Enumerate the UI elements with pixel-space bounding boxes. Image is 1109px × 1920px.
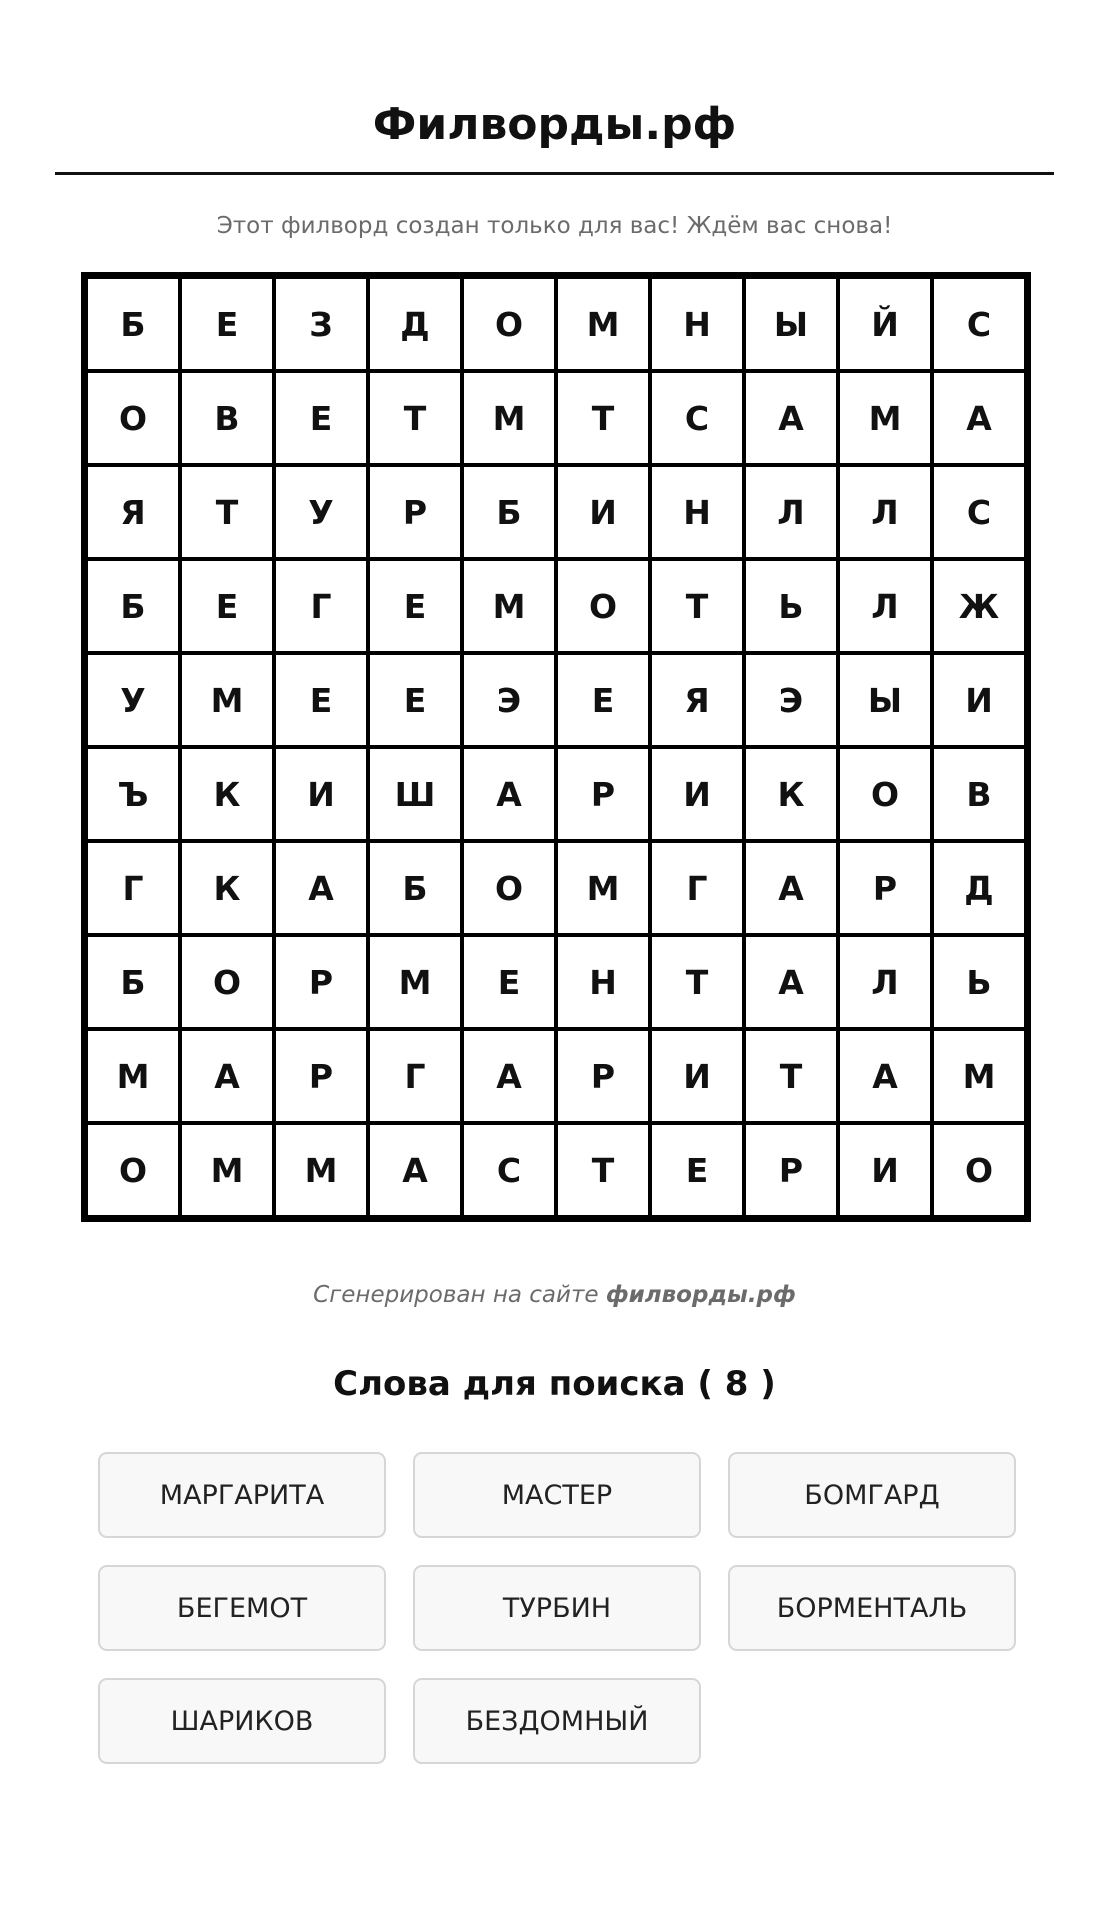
grid-cell[interactable]: М [182,655,272,745]
grid-cell[interactable]: Й [840,279,930,369]
grid-cell[interactable]: Д [934,843,1024,933]
credit-prefix: Сгенерирован на сайте [313,1282,599,1308]
grid-cell[interactable]: И [276,749,366,839]
grid-cell[interactable]: О [88,1125,178,1215]
grid-cell[interactable]: Т [370,373,460,463]
grid-cell[interactable]: М [464,373,554,463]
grid-cell[interactable]: А [370,1125,460,1215]
grid-cell[interactable]: Л [840,467,930,557]
grid-cell[interactable]: Г [88,843,178,933]
word-chip[interactable]: БОРМЕНТАЛЬ [728,1565,1016,1651]
grid-cell[interactable]: А [746,843,836,933]
grid-cell[interactable]: Ш [370,749,460,839]
grid-cell[interactable]: Э [464,655,554,745]
grid-cell[interactable]: К [182,843,272,933]
grid-cell[interactable]: И [840,1125,930,1215]
grid-cell[interactable]: Б [88,561,178,651]
grid-cell[interactable]: М [276,1125,366,1215]
grid-cell[interactable]: Б [464,467,554,557]
grid-cell[interactable]: В [182,373,272,463]
grid-cell[interactable]: К [746,749,836,839]
grid-cell[interactable]: М [88,1031,178,1121]
grid-cell[interactable]: Л [840,561,930,651]
grid-cell[interactable]: А [182,1031,272,1121]
grid-cell[interactable]: М [558,843,648,933]
title-divider [55,172,1054,175]
grid-cell[interactable]: Е [652,1125,742,1215]
grid-cell[interactable]: К [182,749,272,839]
grid-cell[interactable]: В [934,749,1024,839]
grid-cell[interactable]: С [934,467,1024,557]
word-chip[interactable]: ШАРИКОВ [98,1678,386,1764]
grid-cell[interactable]: Г [276,561,366,651]
word-chip[interactable]: МАСТЕР [413,1452,701,1538]
site-title: Филворды.рф [372,99,737,150]
grid-cell[interactable]: М [464,561,554,651]
grid-cell[interactable]: А [746,937,836,1027]
grid-cell[interactable]: О [558,561,648,651]
word-chip[interactable]: ТУРБИН [413,1565,701,1651]
grid-cell[interactable]: У [88,655,178,745]
grid-cell[interactable]: Т [558,373,648,463]
grid-cell[interactable]: Н [558,937,648,1027]
grid-cell[interactable]: Ь [934,937,1024,1027]
grid-cell[interactable]: И [652,1031,742,1121]
grid-cell[interactable]: М [182,1125,272,1215]
grid-cell[interactable]: М [934,1031,1024,1121]
grid-cell[interactable]: Р [840,843,930,933]
grid-cell[interactable]: Б [370,843,460,933]
grid-cell[interactable]: О [182,937,272,1027]
grid-cell[interactable]: А [840,1031,930,1121]
grid-cell[interactable]: М [840,373,930,463]
grid-cell[interactable]: Р [276,937,366,1027]
grid-cell[interactable]: А [746,373,836,463]
grid-cell[interactable]: Е [370,655,460,745]
grid-cell[interactable]: Ы [746,279,836,369]
grid-cell[interactable]: Е [558,655,648,745]
grid-cell[interactable]: Ж [934,561,1024,651]
word-chip[interactable]: БОМГАРД [728,1452,1016,1538]
credit-site-name: филворды.рф [605,1282,796,1308]
puzzle-board [81,272,1031,1222]
grid-cell[interactable]: С [652,373,742,463]
grid-cell[interactable]: Я [88,467,178,557]
tagline: Этот филворд создан только для вас! Ждём вас снова! [216,213,893,239]
grid-cell[interactable]: О [464,843,554,933]
grid-cell[interactable]: Ь [746,561,836,651]
grid-cell[interactable]: Н [652,279,742,369]
credit-line [0,1278,1109,1312]
grid-cell[interactable]: Р [558,1031,648,1121]
grid-cell[interactable]: С [464,1125,554,1215]
grid-cell[interactable]: Т [182,467,272,557]
grid-cell[interactable]: Е [276,373,366,463]
grid-cell[interactable]: Р [746,1125,836,1215]
grid-cell[interactable]: И [558,467,648,557]
grid-cell[interactable]: О [934,1125,1024,1215]
grid-cell[interactable]: Е [464,937,554,1027]
grid-cell[interactable]: О [840,749,930,839]
grid-cell[interactable]: О [88,373,178,463]
grid-cell[interactable]: Р [558,749,648,839]
grid-cell[interactable]: Р [276,1031,366,1121]
grid-cell[interactable]: Г [652,843,742,933]
word-chip[interactable]: МАРГАРИТА [98,1452,386,1538]
word-list [98,1452,1017,1764]
grid-cell[interactable]: Б [88,279,178,369]
grid-cell[interactable]: И [934,655,1024,745]
grid-cell[interactable]: Е [276,655,366,745]
grid-cell[interactable]: Т [746,1031,836,1121]
word-chip[interactable]: БЕЗДОМНЫЙ [413,1678,701,1764]
grid-cell[interactable]: М [558,279,648,369]
grid-cell[interactable]: У [276,467,366,557]
grid-cell[interactable]: А [464,1031,554,1121]
grid-cell[interactable]: А [276,843,366,933]
grid-cell[interactable]: Ъ [88,749,178,839]
grid-cell[interactable]: Ы [840,655,930,745]
letter-grid [88,279,1024,1215]
grid-cell[interactable]: Д [370,279,460,369]
word-chip[interactable]: БЕГЕМОТ [98,1565,386,1651]
grid-cell[interactable]: Т [558,1125,648,1215]
grid-cell[interactable]: Я [652,655,742,745]
grid-cell[interactable]: М [370,937,460,1027]
grid-cell[interactable]: Н [652,467,742,557]
words-heading: Слова для поиска ( 8 ) [333,1364,776,1404]
grid-cell[interactable]: Е [182,561,272,651]
grid-cell[interactable]: С [934,279,1024,369]
grid-cell[interactable]: Л [746,467,836,557]
grid-cell[interactable]: Р [370,467,460,557]
grid-cell[interactable]: Е [182,279,272,369]
grid-cell[interactable]: А [934,373,1024,463]
grid-cell[interactable]: Т [652,561,742,651]
grid-cell[interactable]: И [652,749,742,839]
grid-cell[interactable]: А [464,749,554,839]
grid-cell[interactable]: Т [652,937,742,1027]
grid-cell[interactable]: Г [370,1031,460,1121]
grid-cell[interactable]: З [276,279,366,369]
grid-cell[interactable]: Б [88,937,178,1027]
grid-cell[interactable]: Э [746,655,836,745]
grid-cell[interactable]: Л [840,937,930,1027]
grid-cell[interactable]: Е [370,561,460,651]
grid-cell[interactable]: О [464,279,554,369]
